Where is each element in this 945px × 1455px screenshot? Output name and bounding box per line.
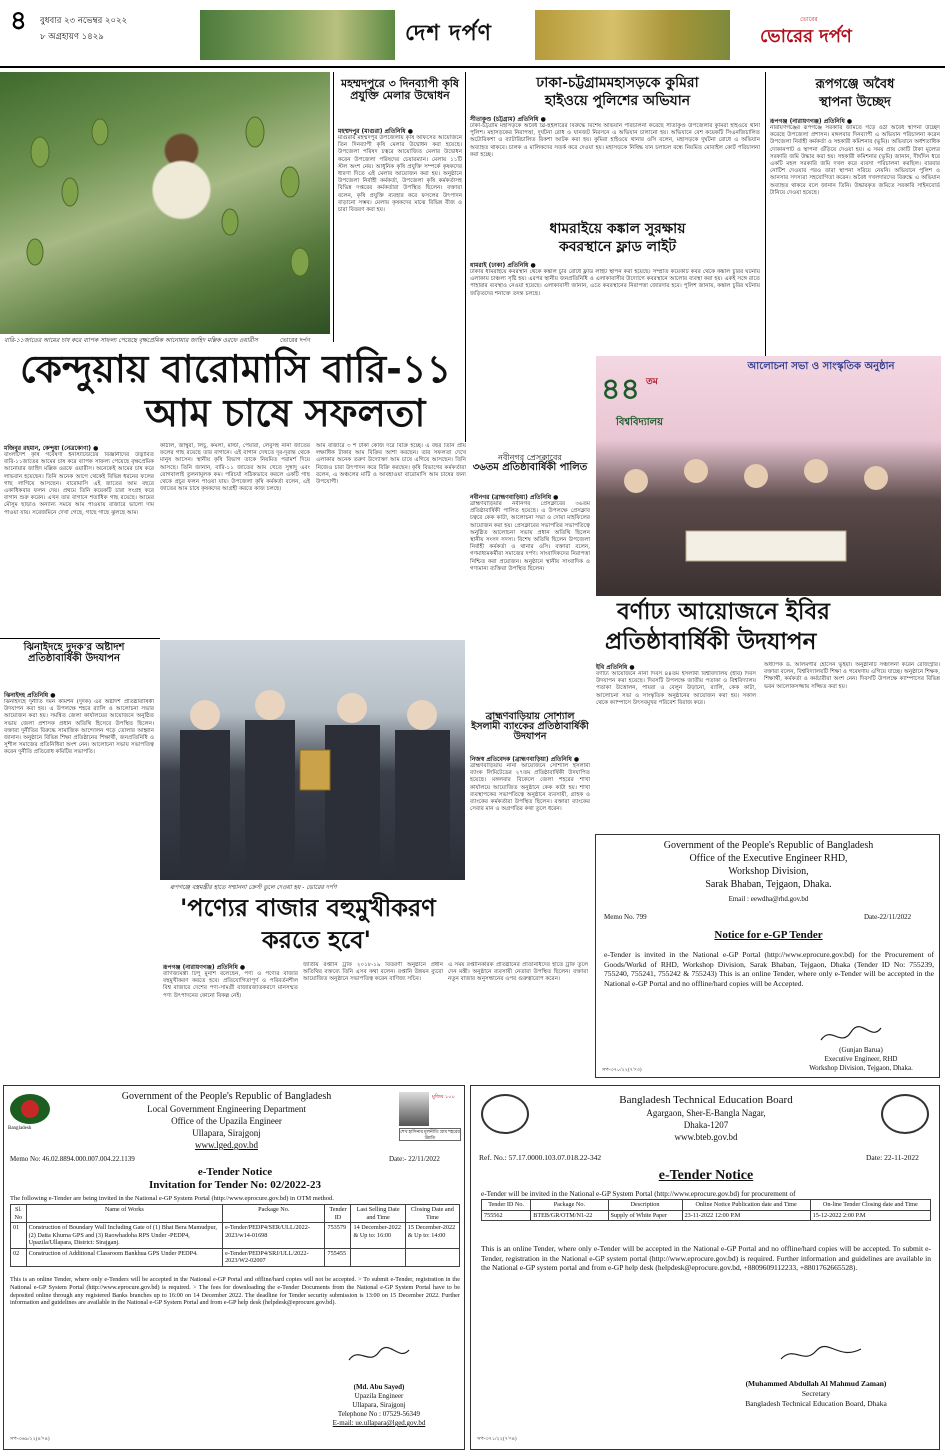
- table-cell: 23-11-2022 12:00 P.M: [682, 1210, 810, 1221]
- lged-ad-code: সপ-৩৬৯/২২(৪'×৪): [10, 1437, 50, 1442]
- lged-title-2: Invitation for Tender No: 02/2022-23: [149, 1179, 321, 1191]
- mujib-portrait: [399, 1092, 429, 1126]
- table-cell: [405, 1248, 459, 1266]
- paper-logo: ভোরের দর্পণ: [760, 26, 852, 47]
- lged-signer-title: Upazila Engineer: [354, 1392, 404, 1400]
- mohammadpur-headline: মহম্মদপুরে ৩ দিনব্যাপী কৃষি প্রযুক্তি মেলার উদ্বোধন: [341, 77, 459, 102]
- section-title: দেশ দর্পণ: [405, 21, 492, 46]
- table-header-cell: Online Notice Publication date and Time: [682, 1200, 810, 1211]
- lged-quote: শেখ হাসিনার মূলনীতি গ্রাম শহরের উন্নতি: [400, 1129, 460, 1140]
- rhd-address: Sarak Bhaban, Tejgaon, Dhaka.: [705, 879, 832, 890]
- lged-signer-office: Ullapara, Sirajgonj: [352, 1401, 406, 1409]
- ibi-photo-sub: তম: [646, 377, 658, 387]
- table-header-cell: Tender ID No.: [482, 1200, 531, 1211]
- dhamrai-headline-1: ধামরাইয়ে কঙ্কাল সুরক্ষায়: [549, 221, 686, 237]
- table-header-cell: Description: [608, 1200, 682, 1211]
- lged-office: Office of the Upazila Engineer: [171, 1116, 282, 1126]
- bteb-name: Bangladesh Technical Education Board: [619, 1094, 793, 1106]
- lead-body-col3: আম বাজারে ৩ শ টাকা কেজি দরে বিক্রি হচ্ছে। এ বছর তিনি প্রায় লক্ষাধিক টাকার আম বিক্রির আশা করছেন। তার সফলতা দেখে এলাকার অনেক তরুণ উদ্যোক্তা আম চাষে এগিয়ে আসছেন। তিনি নিজেও চারা উৎপাদন করে বিক্রি করছেন। কৃষি বিভাগের কর্মকর্তারা বলেন, এ অঞ্চলের মাটি ও আবহাওয়া বারোমাসি আম চাষের জন্য উপযোগী।: [316, 443, 466, 486]
- table-cell: 14 December-2022 & Up to: 16:00: [351, 1223, 405, 1249]
- nabinagar-byline: নবীনগর (ব্রাহ্মণবাড়িয়া) প্রতিনিধি ●: [470, 494, 559, 501]
- ibi-photo-text: বিশ্ববিদ্যালয়: [616, 417, 663, 428]
- lged-notes: This is an online Tender, where only e-Tenders will be accepted in the National e-GP Portal and offline/hard copies will not be accepted. > To submit e-Tender, registration in the National e-GP System Portal (http://www.eprocure.gov.bd) is required. > The fees for downloading the e-Tender Documents from the National e-GP System Portal have to be deposited online through any registered Banks branches up to 16:00 on 14 December 2022. The deadline for Tender security submission is 13:00 on 15 December 2022. Further information and guidelines are available in the National e-GP System Portal and from e-GP help desk (helpdesk@eprocure.gov.bd).: [10, 1276, 460, 1307]
- ibi-body-col1: বর্ণাঢ্য আয়োজনে নানা দিবস ৪৪তম ইসলামী বিশ্ববিদ্যালয় (ইবি) দিবস উদযাপন করা হয়েছে। দিবসটি উপলক্ষে জাতীয় পতাকা ও বিশ্ববিদ্যালয় পতাকা উত্তোলন, পায়রা ও বেলুন উড়ানো, র‍্যালি, কেক কাটা, আলোচনা সভা ও সাংস্কৃতিক অনুষ্ঠানের আয়োজন করা হয়। সকাল থেকে ক্যাম্পাসে উৎসবমুখর পরিবেশ বিরাজ করে।: [596, 671, 756, 706]
- commerce-body-col1: বাণিজ্যমন্ত্রী টিপু মুনশি বলেছেন, পণ্য ও পণ্যের বাজার বহুমুখীকরণ করতে হবে। প্রতিযোগিতাপূর্ণ ও পরিবর্তনশীল বিশ্ব বাজারে দেশের পণ্য-সামগ্রী বাজারজাতকরণে মানসম্মত পণ্য উৎপাদনের কোনো বিকল্প নেই।: [163, 971, 298, 999]
- commerce-headline-2: করতে হবে': [262, 926, 371, 954]
- table-header-cell: Closing Date and Time: [405, 1205, 459, 1223]
- table-cell: e-Tender/PEDP4/SRJ/ULL/2022-2023/W2-02007: [223, 1248, 325, 1266]
- mujib-100-badge: মুজিব ১০০: [432, 1094, 455, 1100]
- bteb-address-1: Agargaon, Sher-E-Bangla Nagar,: [646, 1108, 766, 1118]
- lged-date: Date:- 22/11/2022: [389, 1155, 440, 1163]
- mohammadpur-byline: মহম্মদপুর (মাগুরা) প্রতিনিধি ●: [338, 128, 413, 135]
- lged-email: E-mail: ue.ullapara@lged.gov.bd: [332, 1419, 426, 1427]
- paper-tagline: ভোরের: [800, 16, 818, 23]
- date-line-1: বুধবার ২৩ নভেম্বর ২০২২: [40, 16, 128, 26]
- bteb-web: www.bteb.gov.bd: [674, 1132, 738, 1142]
- dhaka-ctg-byline: সীতাকুণ্ড (চট্টগ্রাম) প্রতিনিধি ●: [470, 116, 546, 123]
- bteb-signer-title: Secretary: [801, 1389, 831, 1398]
- lged-dept: Local Government Engineering Department: [147, 1104, 306, 1114]
- table-header-cell: Last Selling Date and Time: [351, 1205, 405, 1223]
- nabinagar-headline-small: নবীনগর প্রেসক্লাবের: [498, 453, 562, 462]
- lged-tender-table: [10, 1204, 460, 1267]
- table-cell: 755562: [482, 1210, 531, 1221]
- ibi-headline-1: বর্ণাঢ্য আয়োজনে ইবির: [617, 599, 830, 625]
- table-cell: 01: [11, 1223, 27, 1249]
- rhd-signer-title: Executive Engineer, RHD: [824, 1055, 898, 1063]
- rupganj-byline: রূপগঞ্জ (নারায়ণগঞ্জ) প্রতিনিধি ●: [770, 118, 853, 125]
- jhenaidah-headline: ঝিনাইদহে দুদক'র অষ্টাদশ প্রতিষ্ঠাবার্ষিকী উদযাপন: [23, 642, 125, 664]
- lead-headline-1: কেন্দুয়ায় বারোমাসি বারি-১১: [20, 347, 452, 391]
- jhenaidah-byline: ঝিনাইদহ প্রতিনিধি ●: [4, 692, 56, 699]
- header-rule: [0, 66, 945, 68]
- table-header-cell: On-line Tender Closing date and Time: [810, 1200, 930, 1211]
- ibi-photo-number: ৪৪: [601, 372, 640, 407]
- bteb-body: This is an online Tender, where only e-Tender will be accepted in the National e-GP Portal and no offline/hard copies will be accepted. To submit e-Tender, registration in the National e-GP system portal (http://www.eprocure.gov.bd) is required. Further information and guidelines are available in the National e-GP system portal and from e-GP help desk (helpdesk@eprocure.gov.bd, +8809609112233, +8801762665528).: [481, 1244, 931, 1272]
- dhamrai-byline: ধামরাই (ঢাকা) প্রতিনিধি ●: [470, 262, 536, 269]
- bteb-signature: [776, 1341, 866, 1369]
- lged-location: Ullapara, Sirajgonj: [192, 1128, 261, 1138]
- table-cell: [351, 1248, 405, 1266]
- bteb-intro: e-Tender will be invited in the National e-GP System Portal (http://www.eprocure.gov.bd) for procurement of: [481, 1190, 796, 1198]
- table-cell: 02: [11, 1248, 27, 1266]
- nabinagar-body: ব্রাহ্মণবাড়িয়ার নবীনগর প্রেসক্লাবের ৩৬তম প্রতিষ্ঠাবার্ষিকী পালিত হয়েছে। এ উপলক্ষে প্রেসক্লাব চত্বরে কেক কাটা, আলোচনা সভা ও দোয়া মাহফিলের আয়োজন করা হয়। প্রেসক্লাবের সভাপতির সভাপতিত্বে অনুষ্ঠিত আলোচনা সভায় প্রধান অতিথি ছিলেন স্থানীয় সংসদ সদস্য। বিশেষ অতিথি ছিলেন উপজেলা নির্বাহী কর্মকর্তা ও থানার ওসি। বক্তারা বলেন, গণমাধ্যমকর্মীরা সমাজের দর্পণ। সাংবাদিকদের নিরাপত্তা নিশ্চিত করা প্রয়োজন। অনুষ্ঠানে স্থানীয় সাংবাদিক ও গণ্যমান্য ব্যক্তিরা উপস্থিত ছিলেন।: [470, 501, 590, 572]
- rhd-tender-ad: [595, 834, 940, 1078]
- column-rule-2: [465, 72, 466, 442]
- table-header-cell: Sl. No: [11, 1205, 27, 1223]
- bteb-date: Date: 22-11-2022: [866, 1153, 919, 1162]
- rupganj-headline-1: রূপগঞ্জে অবৈধ: [815, 77, 895, 92]
- lead-photo-credit: ভোরের দর্পণ: [280, 337, 311, 344]
- page-number: ৪: [10, 6, 27, 36]
- rhd-date: Date-22/11/2022: [864, 913, 912, 921]
- rhd-memo: Memo No. 799: [604, 913, 647, 921]
- lged-web: www.lged.gov.bd: [194, 1140, 259, 1150]
- commerce-body-col3: এ সময় রপ্তানিকারক প্রতিষ্ঠানের প্রতিনিধিদের হাতে ট্রফি তুলে দেন মন্ত্রী। অনুষ্ঠানে ব্যবসায়ী নেতারা উপস্থিত ছিলেন। বক্তারা নতুন বাজার অনুসন্ধানের ওপর গুরুত্বারোপ করেন।: [448, 962, 588, 983]
- table-cell: 753579: [325, 1223, 351, 1249]
- column-rule: [333, 72, 334, 342]
- table-cell: 15-12-2022 2:00 P.M: [810, 1210, 930, 1221]
- date-line-2: ৮ অগ্রহায়ণ ১৪২৯: [40, 32, 104, 42]
- rhd-office: Office of the Executive Engineer RHD,: [689, 853, 848, 864]
- lged-memo: Memo No: 46.02.8894.000.007.004.22.1139: [10, 1155, 135, 1163]
- table-cell: 15 December-2022 & Up to: 14:00: [405, 1223, 459, 1249]
- bteb-ref: Ref. No.: 57.17.0000.103.07.018.22-342: [479, 1153, 602, 1162]
- ibi-photo-banner: আলোচনা সভা ও সাংস্কৃতিক অনুষ্ঠান: [747, 361, 895, 372]
- bangladesh-50-logo: [10, 1094, 50, 1124]
- lged-govt: Government of the People's Republic of Bangladesh: [121, 1091, 332, 1102]
- lead-byline: মজিবুর রহমান, কেন্দুয়া (নেত্রকোণা) ●: [4, 445, 99, 452]
- rupganj-body: নারায়ণগঞ্জের রূপগঞ্জে সরকারি জমিতে গড়ে ওঠা অবৈধ স্থাপনা উচ্ছেদ করেছে উপজেলা প্রশাসন। মঙ্গলবার দিনব্যাপী এ অভিযান পরিচালনা করেন উপজেলা নির্বাহী কর্মকর্তা ও সহকারী কমিশনার (ভূমি)। অভিযানে অর্ধশতাধিক দোকানপাট ও স্থাপনা গুঁড়িয়ে দেওয়া হয়। এ সময় প্রায় কোটি টাকা মূল্যের সরকারি জমি উদ্ধার করা হয়। সহকারী কমিশনার (ভূমি) জানান, দীর্ঘদিন ধরে একটি মহল সরকারি জমি দখল করে ব্যবসা পরিচালনা করছিল। বারবার নোটিশ দেওয়ার পরও তারা স্থাপনা সরিয়ে নেয়নি। অভিযানে পুলিশ ও আনসার সদস্যরা সহযোগিতা করেন। অবৈধ দখলদারদের বিরুদ্ধে এ অভিযান অব্যাহত থাকবে বলে জানান তিনি। উদ্ধারকৃত জমিতে সরকারি সাইনবোর্ড টানিয়ে দেওয়া হয়েছে।: [770, 125, 940, 196]
- ibi-body-col2: অধ্যাপক ড. আলমগীর হোসেন ভূঁইয়া। অনুষ্ঠানটি সঞ্চালনা করেন রেজিস্ট্রার। বক্তারা বলেন, বিশ্ববিদ্যালয়টি শিক্ষা ও গবেষণায় এগিয়ে যাচ্ছে। অনুষ্ঠানে শিক্ষক, শিক্ষার্থী, কর্মকর্তা ও কর্মচারীরা অংশ নেন। দিবসটি উপলক্ষে ক্যাম্পাসের বিভিন্ন ভবন আলোকসজ্জায় সজ্জিত করা হয়।: [764, 662, 940, 690]
- mohammadpur-body: মাগুরার মহম্মদপুর উপজেলায় কৃষি অফিসের আয়োজনে তিন দিনব্যাপী কৃষি মেলার উদ্বোধন করা হয়েছে। উপজেলা পরিষদ চত্বরে আয়োজিত মেলার উদ্বোধন করেন উপজেলা পরিষদের চেয়ারম্যান। মেলায় ১১টি স্টল অংশ নেয়। আধুনিক কৃষি প্রযুক্তি সম্পর্কে কৃষকদের ধারণা দিতে এই মেলার আয়োজন করা হয়। অনুষ্ঠানে উপজেলা নির্বাহী কর্মকর্তা, উপজেলা কৃষি কর্মকর্তাসহ বিভিন্ন দপ্তরের কর্মকর্তারা উপস্থিত ছিলেন। বক্তারা বলেন, কৃষি প্রযুক্তি ব্যবহার করে ফসলের উৎপাদন বাড়ানো সম্ভব। মেলায় কৃষকদের মাঝে বিভিন্ন বীজ ও চারা বিতরণ করা হয়।: [338, 135, 462, 214]
- bteb-tender-table: [481, 1199, 931, 1221]
- lged-signer: (Md. Abu Sayed): [353, 1383, 405, 1391]
- brahmanbaria-byline: নিজস্ব প্রতিবেদক (ব্রাহ্মণবাড়িয়া) প্রতিনিধি ●: [470, 756, 580, 763]
- lged-intro: The following e-Tender are being invited in the National e-GP System Portal (http://www.eprocure.gov.bd) in OTM method.: [10, 1195, 334, 1202]
- dhaka-ctg-body: ঢাকা-চট্টগ্রাম মহাসড়কে অবৈধ থ্রি-হুইলারের বিরুদ্ধে বিশেষ অভিযান পরিচালনা করেছে সীতাকুণ্ড উপজেলার কুমিরা হাইওয়ে থানা পুলিশ। মহাসড়কের নিরাপত্তা, দুর্ঘটনা রোধ ও যানজট নিরসনে এ অভিযান চালানো হয়। অভিযানে বেশ কয়েকটি সিএনজিচালিত অটোরিকশা ও ব্যাটারিচালিত রিকশা আটক করা হয়। কুমিরা হাইওয়ে থানার ওসি বলেন, মহাসড়কে দুর্ঘটনা রোধে এ অভিযান অব্যাহত থাকবে। চালক ও মালিকদের সতর্ক করে দেওয়া হয়। মহাসড়কে নিষিদ্ধ যান চলাচল বন্ধে নিয়মিত মোবাইল কোর্ট পরিচালনা করা হচ্ছে।: [470, 123, 760, 158]
- brahmanbaria-headline: ব্রাহ্মণবাড়িয়ায় সোশ্যাল ইসলামী ব্যাংকের প্রতিষ্ঠাবার্ষিকী উদযাপন: [471, 711, 589, 742]
- dhamrai-body: ঢাকার ধামরাইয়ে কবরস্থান থেকে কঙ্কাল চুরি রোধে ফ্লাড লাইট স্থাপন করা হয়েছে। সম্প্রতি কয়েকটি কবর থেকে কঙ্কাল চুরির ঘটনায় এলাকায় চাঞ্চল্য সৃষ্টি হয়। এরপর স্থানীয় জনপ্রতিনিধি ও এলাকাবাসীর উদ্যোগে কবরস্থানে আলোর ব্যবস্থা করা হয়। একই সঙ্গে রাতে পাহারার ব্যবস্থাও নেওয়া হয়েছে। এলাকাবাসী জানান, এতে কবরস্থানের নিরাপত্তা জোরদার হবে। পুলিশ জানায়, কঙ্কাল চুরির ঘটনায় জড়িতদের শনাক্তে তদন্ত চলছে।: [470, 269, 760, 297]
- header-paddy-photo: [535, 10, 730, 60]
- lged-phone: Telephone No : 07529-56349: [337, 1410, 421, 1418]
- nabinagar-headline: ৩৬তম প্রতিষ্ঠাবার্ষিকী পালিত: [472, 462, 588, 473]
- table-cell: Construction of Additional Classroom Bankhua GPS Under PEDP4.: [26, 1248, 222, 1266]
- rhd-signer: (Gunjan Barua): [839, 1046, 883, 1054]
- commerce-byline: রূপগঞ্জ (নারায়ণগঞ্জ) প্রতিনিধি ●: [163, 964, 246, 971]
- lead-body-col2: কাঠাল, জাম্বুরা, লিচু, কমলা, মাল্টা, পেয়ারা, লেবুসহ নানা জাতের ফলের গাছ রয়েছে তার বাগানে। এই বাগান দেখতে দূর-দূরান্ত থেকে মানুষ আসেন। স্থানীয় কৃষি বিভাগ তাকে নিয়মিত পরামর্শ দিয়ে আসছে। তিনি জানান, বারি-১১ জাতের আম খেতে সুস্বাদু এবং রোগবালাই তুলনামূলক কম। পরিচর্যা সঠিকভাবে করলে একটি গাছ থেকে প্রচুর ফলন পাওয়া যায়। উপজেলা কৃষি কর্মকর্তা বলেন, এই জাতের আম চাষে কৃষকদের আগ্রহী করতে কাজ চলছে।: [160, 443, 310, 493]
- table-row: [11, 1223, 460, 1249]
- lead-headline-2: আম চাষে সফলতা: [145, 391, 426, 435]
- table-header-cell: Name of Works: [26, 1205, 222, 1223]
- export-trophy-photo: [160, 640, 465, 880]
- commerce-headline-1: 'পণ্যের বাজার বহুমুখীকরণ: [180, 894, 436, 922]
- table-header-cell: Package No.: [531, 1200, 608, 1211]
- table-cell: e-Tender/PEDP4/SER/ULL/2022-2023/w14-01698: [223, 1223, 325, 1249]
- dhamrai-headline-2: কবরস্থানে ফ্লাড লাইট: [558, 239, 677, 255]
- ibi-celebration-photo: [596, 356, 941, 596]
- lged-tender-ad: [3, 1085, 465, 1450]
- rhd-email: Email : eewdha@rhd.gov.bd: [728, 895, 809, 903]
- rhd-division: Workshop Division,: [728, 866, 809, 877]
- bteb-title: e-Tender Notice: [658, 1168, 754, 1183]
- table-cell: 755455: [325, 1248, 351, 1266]
- lead-photo-caption: বারি-১১জাতের আমের চাষ করে ব্যাপক সাফল্য পেয়েছে বৃক্ষপ্রেমিক আনোয়ার জাহিদ মল্লিক ওরফে ওয়ারীস: [4, 337, 258, 344]
- table-header-cell: Package No.: [223, 1205, 325, 1223]
- bteb-signer-office: Bangladesh Technical Education Board, Dhaka: [745, 1399, 887, 1408]
- bteb-address-2: Dhaka-1207: [683, 1120, 729, 1130]
- rhd-title: Notice for e-GP Tender: [714, 929, 823, 941]
- section-rule: [0, 638, 160, 639]
- dhaka-ctg-headline-2: হাইওয়ে পুলিশের অভিযান: [544, 93, 691, 109]
- rupganj-headline-2: স্থাপনা উচ্ছেদ: [819, 95, 891, 110]
- mango-farmer-photo: [0, 72, 330, 334]
- lead-body-col1: বাংলাদেশ কৃষি গবেষণা ইনস্টিটিউটের বিজ্ঞানীদের উদ্ভাবিত বারি-১১জাতের আমের চাষ করে ব্যাপক সাফল্য পেয়েছে বৃক্ষপ্রেমিক আনোয়ার জাহিদ মল্লিক ওরফে ওয়ারীস। অনেকেই আমের চাষ করে লাভবান হয়েছেন। তিনি অনেক আগে থেকেই বিভিন্ন ধরনের ফলের গাছ লাগিয়ে আসছেন। বারোমাসি এই জাতের আম বছরে একাধিকবার ফলন দেয়। প্রথমে তিনি কয়েকটি চারা সংগ্রহ করে বাগান শুরু করেন। এখন তার বাগানে শতাধিক গাছ রয়েছে। আমের মৌসুম ছাড়াও অন্যান্য সময়ে আম পাওয়ায় বাজারে ভালো দাম পাওয়া যায়। সরেজমিনে দেখা গেছে, গাছে গাছে ঝুলছে আম।: [4, 452, 154, 516]
- ibi-headline-2: প্রতিষ্ঠাবার্ষিকী উদযাপন: [605, 629, 817, 655]
- brahmanbaria-body: ব্রাহ্মণবাড়িয়ায় নানা আয়োজনে সোশ্যাল ইসলামী ব্যাংক লিমিটেডের ২৭তম প্রতিষ্ঠাবার্ষিকী উদযাপিত হয়েছে। মঙ্গলবার বিকেলে জেলা শহরের শাখা কার্যালয়ে আয়োজিত অনুষ্ঠানে কেক কাটা হয়। শাখা ব্যবস্থাপকের সভাপতিত্বে অনুষ্ঠানে ব্যবসায়ী, গ্রাহক ও ব্যাংকের কর্মকর্তারা উপস্থিত ছিলেন। বক্তারা ব্যাংকের সেবার মান ও অগ্রগতির কথা তুলে ধরেন।: [470, 763, 590, 813]
- rhd-govt: Government of the People's Republic of Bangladesh: [663, 840, 874, 851]
- rhd-ad-code: সপ-৩৭০/২২(৭'×৩): [602, 1068, 642, 1073]
- rhd-signer-office: Workshop Division, Tejgaon, Dhaka.: [809, 1064, 913, 1072]
- bteb-tender-ad: [470, 1085, 940, 1450]
- jhenaidah-body: ঝিনাইদহে দুর্নীতি দমন কমিশন (দুদক) এর অষ্টাদশ প্রতিষ্ঠাবার্ষিকী উদযাপন করা হয়। এ উপলক্ষে শহরে র‍্যালি ও আলোচনা সভার আয়োজন করা হয়। সমন্বিত জেলা কার্যালয়ের আয়োজনে অনুষ্ঠিত সভায় জেলা প্রশাসক প্রধান অতিথি হিসেবে উপস্থিত ছিলেন। বক্তারা দুর্নীতির বিরুদ্ধে সামাজিক আন্দোলন গড়ে তোলার আহ্বান জানান। অনুষ্ঠানে বিভিন্ন শিক্ষা প্রতিষ্ঠানের শিক্ষার্থী, জনপ্রতিনিধি ও সুশীল সমাজের প্রতিনিধিরা অংশ নেন। আলোচনা সভায় সভাপতিত্ব করেন দুর্নীতি প্রতিরোধ কমিটির সভাপতি।: [4, 699, 154, 756]
- dhaka-ctg-headline-1: ঢাকা-চট্টগ্রামমহাসড়কে কুমিরা: [536, 75, 699, 91]
- table-row: [482, 1210, 931, 1221]
- table-cell: BTEB/GR/OTM/N1-22: [531, 1210, 608, 1221]
- table-row: [11, 1248, 460, 1266]
- table-header-cell: Tender ID: [325, 1205, 351, 1223]
- lged-title-1: e-Tender Notice: [197, 1166, 273, 1178]
- ibi-byline: ইবি প্রতিনিধি ●: [596, 664, 635, 671]
- commerce-body-col2: জাতীয় রপ্তানি ট্রফি ২০১৮-১৯ বিতরণী অনুষ্ঠানে প্রধান অতিথির বক্তব্যে তিনি এসব কথা বলেন। রপ্তানি উন্নয়ন ব্যুরো আয়োজিত অনুষ্ঠানে সভাপতিত্ব করেন বাণিজ্য সচিব।: [303, 962, 443, 983]
- logo-caption: Bangladesh: [8, 1126, 32, 1131]
- rhd-body: e-Tender is invited in the National e-GP Portal (http://www.eprocure.gov.bd) for the Procurement of Goods/Workd of RHD, Workshop Division, Sarak Bhaban, Tejgaon, Dhaka (Tender ID No: 755239, 755240, 755241, 755242 & 755243) This is an online Tender, where only e-Tender will be accepted in the National e-GP Portal and no offline/hard copies will be Accepted.: [604, 950, 934, 988]
- lged-signature: [344, 1344, 414, 1368]
- header-field-photo: [200, 10, 395, 60]
- table-cell: Construction of Boundary Wall Including Gate of (1) Bhat Bera Mamudpur, (2) Datta Khurna GPS and (3) Raowhadoha RPS Under -PEDP4, Upazila/Ullapara, District: Sirajganj.: [26, 1223, 222, 1249]
- bteb-ad-code: সপ-৩৭১/২২(৭'×৪): [477, 1437, 517, 1442]
- export-photo-caption: রূপগঞ্জে বস্ত্রমন্ত্রীর হাতে সম্মাননা ক্রেস্ট তুলে দেওয়া হয় - ভোরের দর্পণ: [170, 884, 337, 891]
- bteb-signer: (Muhammed Abdullah Al Mahmud Zaman): [745, 1379, 887, 1388]
- table-cell: Supply of White Paper: [608, 1210, 682, 1221]
- page-header: [0, 0, 945, 72]
